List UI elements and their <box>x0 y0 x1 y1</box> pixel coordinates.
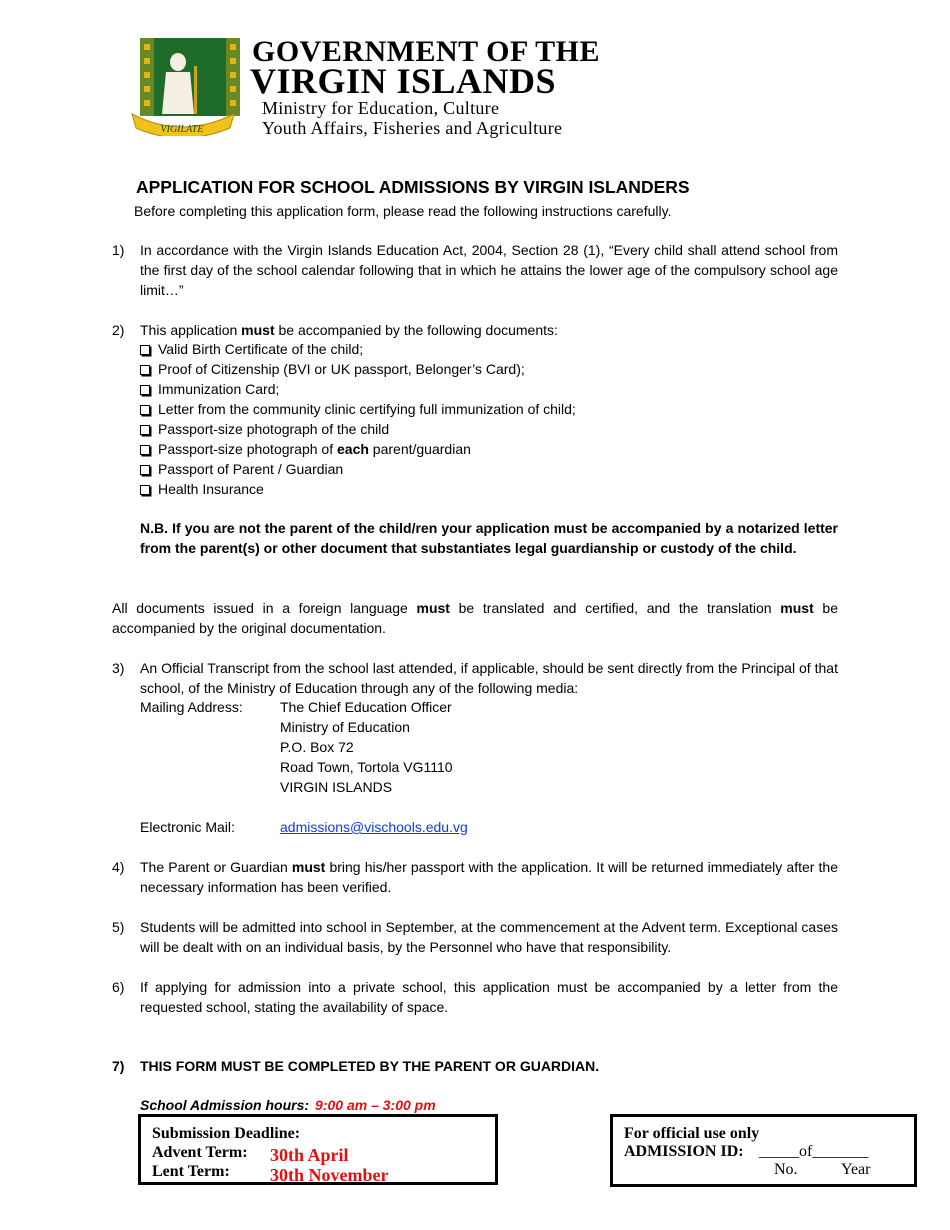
government-title-line1: GOVERNMENT OF THE <box>252 35 600 68</box>
mailing-address-label: Mailing Address: <box>140 699 243 715</box>
document-item: Letter from the community clinic certifying full immunization of child; <box>140 399 576 419</box>
item-number: 3) <box>112 660 125 676</box>
ministry-name-line1: Ministry for Education, Culture <box>262 98 500 118</box>
deadline-heading: Submission Deadline: <box>152 1125 301 1142</box>
checkbox-icon[interactable] <box>140 485 150 495</box>
email-link[interactable]: admissions@vischools.edu.vg <box>280 819 468 835</box>
item-number: 6) <box>112 979 125 995</box>
lent-term-date: 30th November <box>270 1165 389 1185</box>
address-line: Road Town, Tortola VG1110 <box>280 759 453 775</box>
checkbox-icon[interactable] <box>140 465 150 475</box>
official-use-heading: For official use only <box>624 1125 760 1142</box>
checkbox-icon[interactable] <box>140 365 150 375</box>
admission-hours: School Admission hours: 9:00 am – 3:00 pm <box>140 1097 436 1113</box>
year-caption: Year <box>841 1161 871 1178</box>
advent-term-label: Advent Term: <box>152 1144 248 1161</box>
item3-text: An Official Transcript from the school last attended, if applicable, should be sent directly from the Principal of that school, of the Ministry of Education through any of the following media: <box>140 660 838 696</box>
checkbox-icon[interactable] <box>140 405 150 415</box>
checkbox-icon[interactable] <box>140 345 150 355</box>
document-item: Immunization Card; <box>140 379 279 399</box>
document-item: Proof of Citizenship (BVI or UK passport, Belonger’s Card); <box>140 359 525 379</box>
lent-term-label: Lent Term: <box>152 1163 230 1180</box>
item-number: 1) <box>112 242 125 258</box>
crest-motto: VIGILATE <box>160 124 204 135</box>
advent-term-date: 30th April <box>270 1145 349 1165</box>
item1-text: In accordance with the Virgin Islands Education Act, 2004, Section 28 (1), “Every child shall attend school from the first day of the school calendar following that in which he attains the lower age of the compulsory school age limit…” <box>140 242 838 298</box>
coat-of-arms-logo <box>122 36 240 136</box>
checkbox-icon[interactable] <box>140 425 150 435</box>
intro-text: Before completing this application form, please read the following instructions carefully. <box>134 203 672 219</box>
nb-guardianship-note: N.B. If you are not the parent of the child/ren your application must be accompanied by a notarized letter from the parent(s) or other document that substantiates legal guardianship or custody of the child. <box>140 520 838 556</box>
submission-deadline-box <box>138 1114 498 1185</box>
address-line: The Chief Education Officer <box>280 699 452 715</box>
checkbox-icon[interactable] <box>140 385 150 395</box>
item-number: 7) <box>112 1058 125 1074</box>
admission-id-field[interactable]: _____of_______ <box>759 1143 869 1160</box>
item6-text: If applying for admission into a private school, this application must be accompanied by a letter from the requested school, stating the availability of space. <box>140 979 838 1015</box>
item2-text: This application must be accompanied by the following documents: <box>140 322 558 338</box>
document-item: Health Insurance <box>140 479 264 499</box>
item-number: 4) <box>112 859 125 875</box>
checkbox-icon[interactable] <box>140 445 150 455</box>
document-item: Passport-size photograph of each parent/guardian <box>140 439 471 459</box>
ministry-name-line2: Youth Affairs, Fisheries and Agriculture <box>262 118 563 138</box>
form-title: APPLICATION FOR SCHOOL ADMISSIONS BY VIRGIN ISLANDERS <box>136 177 690 197</box>
item-number: 2) <box>112 322 125 338</box>
email-label: Electronic Mail: <box>140 819 235 835</box>
address-line: VIRGIN ISLANDS <box>280 779 393 795</box>
document-item: Passport of Parent / Guardian <box>140 459 343 479</box>
government-title-line2: VIRGIN ISLANDS <box>250 61 557 101</box>
number-caption: No. <box>774 1161 798 1178</box>
document-item: Valid Birth Certificate of the child; <box>140 339 363 359</box>
admission-hours-value: 9:00 am – 3:00 pm <box>315 1097 436 1113</box>
foreign-language-note: All documents issued in a foreign language must be translated and certified, and the translation must be accompanied by the original documentation. <box>112 600 839 636</box>
item5-text: Students will be admitted into school in September, at the commencement at the Advent term. Exceptional cases will be dealt with on an individual basis, by the Personnel who have that responsibility. <box>140 919 838 955</box>
item-number: 5) <box>112 919 125 935</box>
item4-text: The Parent or Guardian must bring his/her passport with the application. It will be returned immediately after the necessary information has been verified. <box>140 859 838 895</box>
address-line: P.O. Box 72 <box>280 739 354 755</box>
official-use-box <box>610 1114 917 1187</box>
item7-text: THIS FORM MUST BE COMPLETED BY THE PARENT OR GUARDIAN. <box>140 1058 600 1074</box>
address-line: Ministry of Education <box>280 719 410 735</box>
admission-id-label: ADMISSION ID: <box>624 1143 744 1160</box>
document-item: Passport-size photograph of the child <box>140 419 389 439</box>
